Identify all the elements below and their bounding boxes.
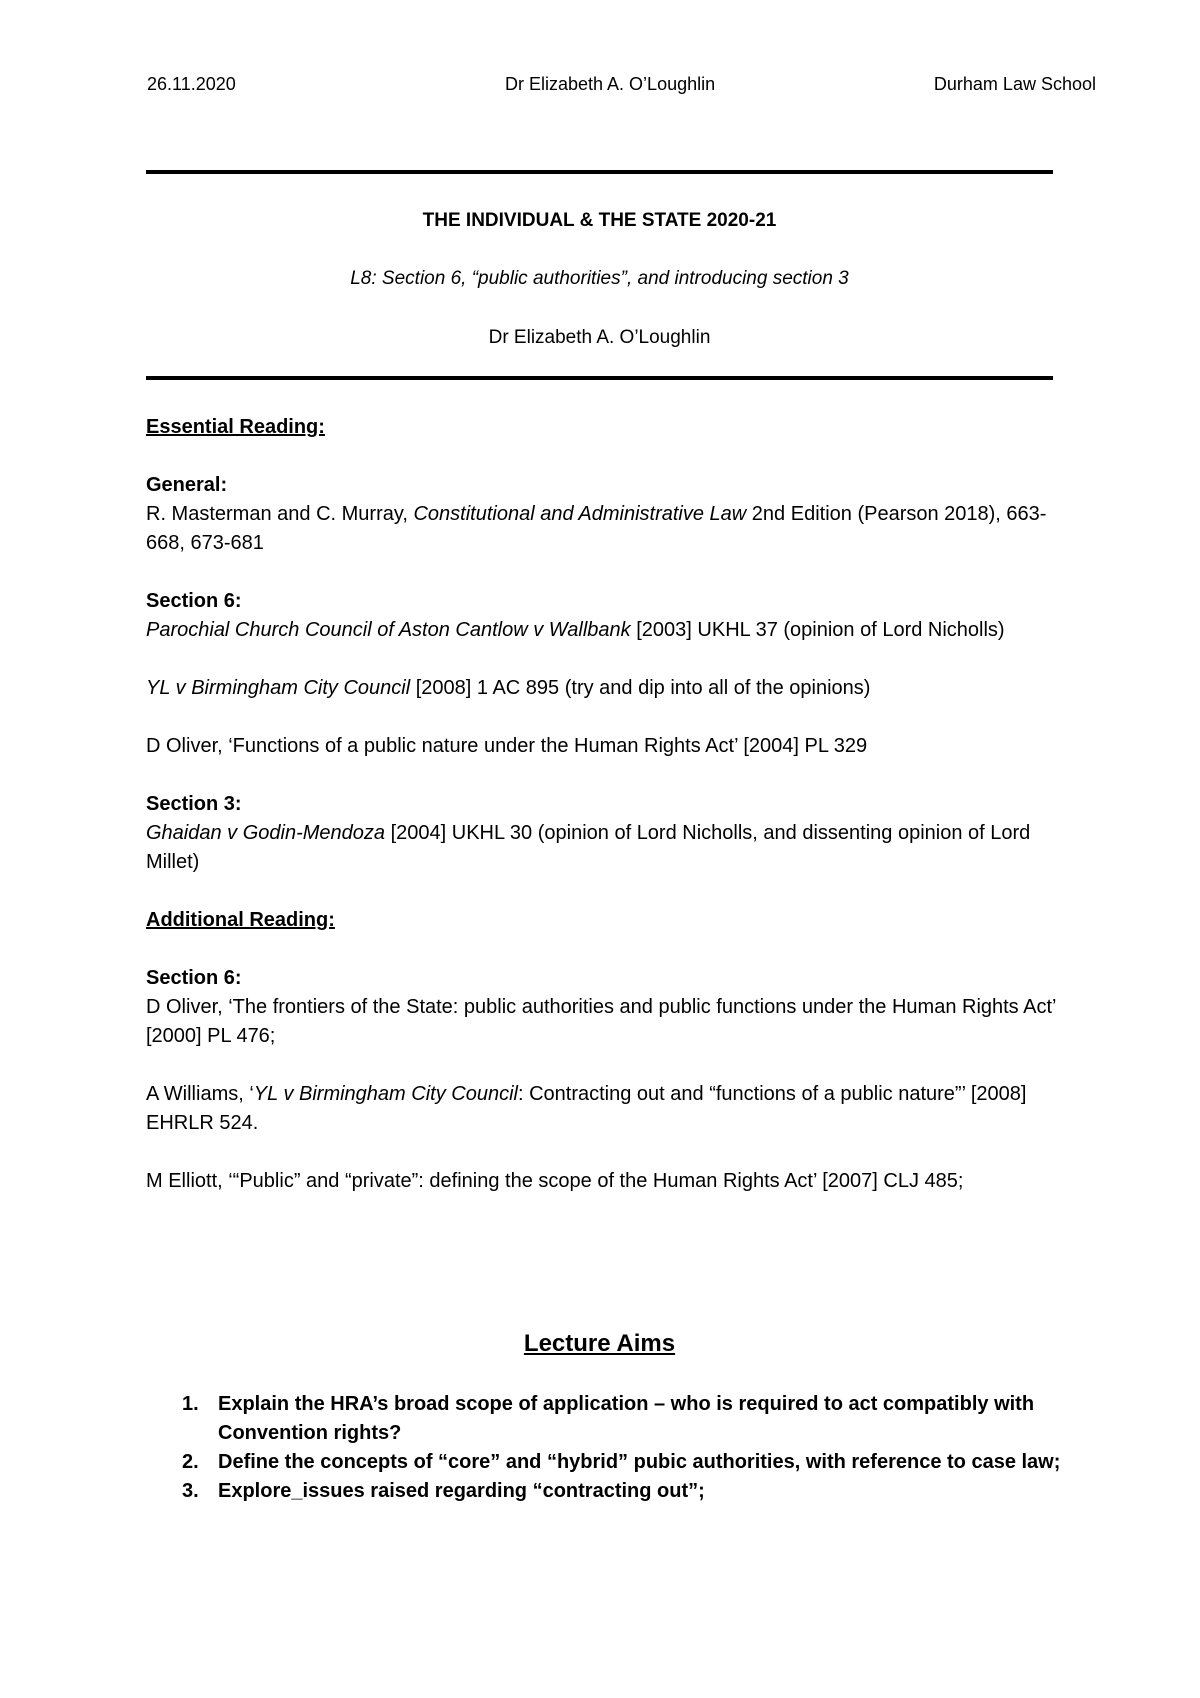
lecture-aims-list bbox=[146, 1390, 1066, 1506]
aim-item bbox=[146, 1390, 1066, 1448]
essential-s3-ref bbox=[146, 790, 1066, 877]
additional-s6-heading: Section 6: bbox=[146, 967, 242, 989]
aim-text: Explain the HRA’s broad scope of application – who is required to act compatibly with Convention rights? bbox=[218, 1393, 1035, 1444]
article-citation: D Oliver, ‘The frontiers of the State: public authorities and public functions under the Human Rights Act’ [2000] PL 476; bbox=[146, 996, 1056, 1047]
article-citation-post: : Contracting out and “functions of a public nature”’ [2008] EHRLR 524. bbox=[146, 1083, 1027, 1134]
case-citation: [2003] UKHL 37 (opinion of Lord Nicholls) bbox=[630, 619, 1005, 641]
additional-ref-1 bbox=[146, 964, 1066, 1051]
aim-text: Define the concepts of “core” and “hybrid” pubic authorities, with reference to case law; bbox=[218, 1451, 1061, 1473]
essential-s6-ref-2 bbox=[146, 674, 1066, 703]
essential-s6-ref-1 bbox=[146, 587, 1066, 645]
article-citation-pre: A Williams, ‘ bbox=[146, 1083, 254, 1105]
header-school: Durham Law School bbox=[933, 74, 1096, 94]
case-name: Parochial Church Council of Aston Cantlow v Wallbank bbox=[146, 619, 631, 641]
case-citation: [2008] 1 AC 895 (try and dip into all of the opinions) bbox=[410, 677, 871, 699]
general-ref-pre: R. Masterman and C. Murray, bbox=[146, 503, 414, 525]
case-citation: [2004] UKHL 30 (opinion of Lord Nicholls, and dissenting opinion of Lord Millet) bbox=[146, 822, 1031, 873]
additional-ref-2 bbox=[146, 1080, 1066, 1138]
additional-reading-heading: Additional Reading: bbox=[146, 909, 335, 931]
general-section bbox=[146, 471, 1066, 558]
page-header bbox=[0, 74, 1200, 98]
aim-text: Explore_issues raised regarding “contracting out”; bbox=[218, 1480, 705, 1502]
top-divider bbox=[146, 170, 1053, 174]
lecturer-name: Dr Elizabeth A. O’Loughlin bbox=[488, 327, 711, 348]
header-author: Dr Elizabeth A. O’Loughlin bbox=[505, 74, 716, 94]
essential-s6-ref-3: D Oliver, ‘Functions of a public nature under the Human Rights Act’ [2004] PL 329 bbox=[146, 735, 868, 757]
aim-number: 1. bbox=[182, 1393, 199, 1415]
lecture-aims-heading: Lecture Aims bbox=[523, 1330, 676, 1357]
essential-reading-heading: Essential Reading: bbox=[146, 416, 325, 438]
essential-s3-heading: Section 3: bbox=[146, 793, 242, 815]
general-ref-post: 2nd Edition (Pearson 2018), 663-668, 673-681 bbox=[146, 503, 1047, 554]
general-heading: General: bbox=[146, 474, 228, 496]
header-date: 26.11.2020 bbox=[147, 74, 236, 94]
general-ref-title: Constitutional and Administrative Law bbox=[413, 503, 747, 525]
case-name: YL v Birmingham City Council bbox=[146, 677, 411, 699]
case-name: YL v Birmingham City Council bbox=[253, 1083, 518, 1105]
course-title: THE INDIVIDUAL & THE STATE 2020-21 bbox=[422, 210, 777, 231]
reading-list bbox=[146, 413, 1066, 1225]
aim-item bbox=[146, 1477, 1066, 1506]
aim-number: 2. bbox=[182, 1451, 199, 1473]
essential-s6-heading: Section 6: bbox=[146, 590, 242, 612]
bottom-divider bbox=[146, 376, 1053, 380]
aim-item bbox=[146, 1448, 1066, 1477]
case-name: Ghaidan v Godin-Mendoza bbox=[146, 822, 386, 844]
additional-ref-3: M Elliott, ‘“Public” and “private”: defining the scope of the Human Rights Act’ [2007] CLJ 485; bbox=[146, 1170, 964, 1192]
lecture-title: L8: Section 6, “public authorities”, and introducing section 3 bbox=[350, 268, 849, 289]
aim-number: 3. bbox=[182, 1480, 199, 1502]
